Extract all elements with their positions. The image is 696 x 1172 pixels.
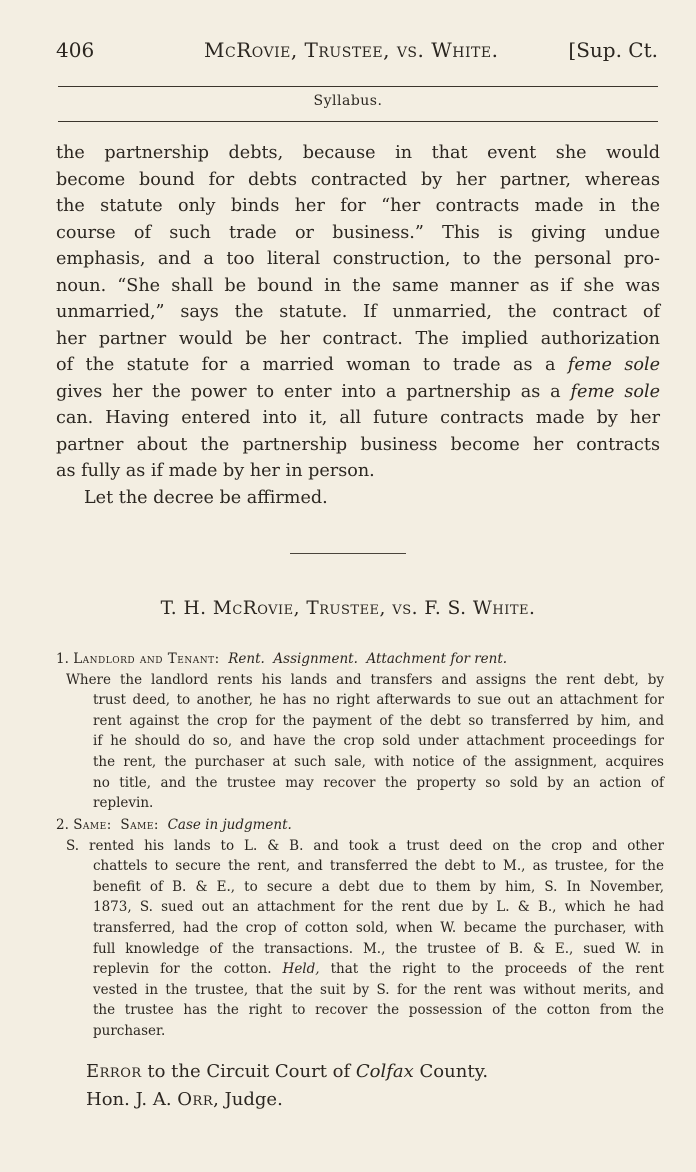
syllabus-line: Where the landlord rents his lands and transfers and assigns the rent debt, by	[66, 671, 664, 688]
body-line: her partner would be her contract. The implied authorization	[56, 328, 660, 349]
body-line: partner about the partnership business become her contracts	[56, 434, 660, 455]
syllabus-topic: Case in judgment.	[167, 817, 292, 833]
syllabus-subject: Same:	[73, 817, 112, 833]
body-line: the statute only binds her for “her contracts made in the	[56, 196, 660, 216]
syllabus-line: purchaser.	[93, 1022, 166, 1039]
syllabus-topic: Assignment.	[273, 651, 358, 667]
syllabus-number: 1.	[56, 651, 69, 667]
error-word: Error	[86, 1061, 142, 1082]
decree-line: Let the decree be affirmed.	[84, 487, 328, 508]
judge-line	[86, 1086, 488, 1114]
syllabus-line: vested in the trustee, that the suit by S. for the rent was without merits, and	[93, 981, 664, 998]
body-line: can. Having entered into it, all future contracts made by her	[56, 408, 660, 428]
syllabus-subject: Landlord and Tenant:	[73, 651, 220, 667]
syllabus-line: S. rented his lands to L. & B. and took a trust deed on the crop and other	[66, 837, 664, 854]
body-line	[56, 352, 660, 379]
body-line	[56, 379, 660, 406]
syllabus-line: chattels to secure the rent, and transferred the debt to M., as trustee, for the	[93, 858, 664, 875]
held-term: Held,	[282, 961, 320, 978]
section-label: Syllabus.	[313, 93, 383, 109]
syllabus-line-text: that the right to the proceeds of the rent	[319, 961, 664, 978]
judge-suffix: , Judge.	[213, 1089, 283, 1110]
page-number: 406	[56, 38, 95, 62]
syllabus-number: 2.	[56, 817, 69, 833]
body-line: emphasis, and a too literal construction, to the personal pro-	[56, 249, 660, 269]
case-separator	[290, 553, 406, 554]
body-line: become bound for debts contracted by her partner, whereas	[56, 169, 660, 190]
syllabus-point-1	[56, 649, 664, 814]
body-line: the partnership debts, because in that event she would	[56, 143, 660, 163]
syllabus-line: transferred, had the crop of cotton sold, when W. became the purchaser, with	[93, 919, 664, 936]
syllabus-topic: Rent.	[228, 651, 265, 667]
syllabus-line: replevin.	[93, 795, 154, 812]
syllabus-line-text: replevin for the cotton.	[93, 961, 283, 978]
judge-name: Orr	[177, 1089, 214, 1110]
syllabus-heading	[56, 815, 664, 836]
body-line: course of such trade or business.” This is giving undue	[56, 222, 660, 243]
body-line-text: of the statute for a married woman to trade as a	[56, 355, 568, 375]
feme-sole-term: feme sole	[567, 355, 660, 375]
syllabus-line: no title, and the trustee may recover the property so sold by an action of	[93, 774, 664, 791]
judge-prefix: Hon. J. A.	[86, 1089, 178, 1110]
syllabus-topic: Attachment for rent.	[366, 651, 508, 667]
body-line: unmarried,” says the statute. If unmarried, the contract of	[56, 302, 660, 322]
running-head-case: McRovie, Trustee, vs. White.	[204, 38, 499, 62]
syllabus-heading	[56, 649, 664, 670]
county-name: Colfax	[355, 1061, 414, 1082]
syllabus-line	[56, 959, 664, 980]
error-text: to the Circuit Court of	[141, 1061, 356, 1082]
syllabus-line: 1873, S. sued out an attachment for the rent due by L. & B., which he had	[93, 899, 664, 916]
syllabus-point-2	[56, 815, 664, 1042]
syllabus-line: trust deed, to another, he has no right afterwards to sue out an attachment for	[93, 692, 664, 709]
syllabus-topic: Same:	[120, 817, 159, 833]
syllabus-line: if he should do so, and have the crop sold under attachment proceedings for	[93, 733, 664, 750]
opinion-text	[56, 140, 660, 511]
syllabus-line: full knowledge of the transactions. M., the trustee of B. & E., sued W. in	[93, 940, 664, 957]
syllabus-line: benefit of B. & E., to secure a debt due to them by him, S. In November,	[93, 878, 664, 895]
running-head	[56, 38, 658, 66]
error-suffix: County.	[413, 1061, 489, 1082]
error-line	[86, 1058, 488, 1086]
running-head-court: [Sup. Ct.	[568, 38, 658, 62]
syllabus-line: the rent, the purchaser at such sale, with notice of the assignment, acquires	[93, 753, 664, 770]
syllabus-line: rent against the crop for the payment of the debt so transferred by him, and	[93, 712, 664, 729]
feme-sole-term: feme sole	[570, 381, 660, 402]
body-line: noun. “She shall be bound in the same manner as if she was	[56, 275, 660, 296]
error-block	[86, 1058, 488, 1114]
body-line: as fully as if made by her in person.	[56, 461, 375, 481]
top-rule	[58, 86, 658, 87]
case-title: T. H. McRovie, Trustee, vs. F. S. White.	[160, 598, 536, 619]
syllabus-line: the trustee has the right to recover the possession of the cotton from the	[93, 1002, 664, 1019]
body-line-text: gives her the power to enter into a partnership as a	[56, 381, 571, 402]
section-rule	[58, 121, 658, 122]
